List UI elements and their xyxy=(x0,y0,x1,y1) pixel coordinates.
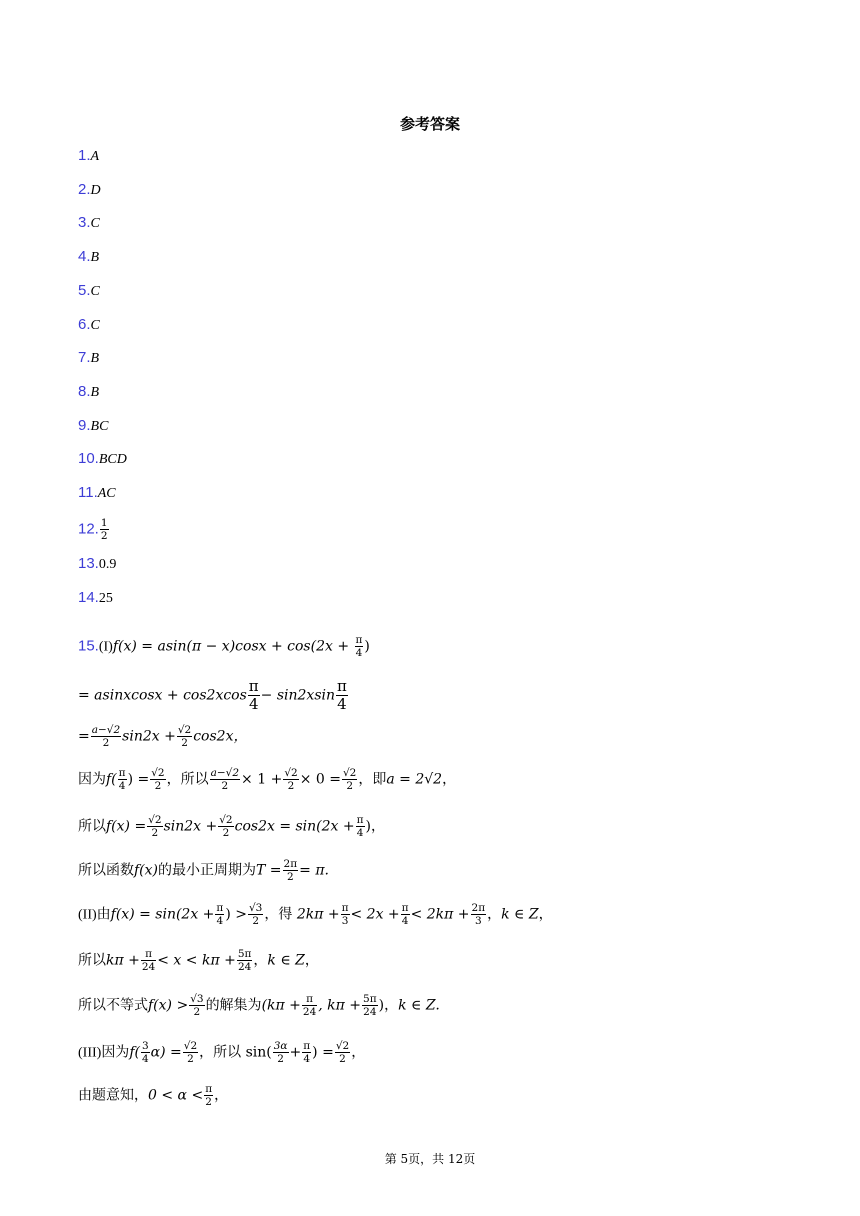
answer-value: C xyxy=(90,318,100,333)
answer-value: BC xyxy=(90,419,109,434)
answer-value: B xyxy=(90,385,100,400)
answer-line xyxy=(78,180,101,201)
answer-line xyxy=(78,315,100,336)
answer-line xyxy=(78,554,116,575)
fraction: $\frac{√3}{2}$ xyxy=(190,993,204,1018)
fraction: $\frac{√3}{2}$ xyxy=(248,902,263,927)
question-number: 12. xyxy=(78,520,99,538)
fraction: $\frac{\pi}{4}$ xyxy=(118,767,126,792)
math-expr: = asinxcosx + cos2xcos xyxy=(78,687,247,704)
answer-line xyxy=(78,146,99,167)
answer-value: C xyxy=(90,216,100,231)
answer-value: B xyxy=(90,351,100,366)
fraction: $\frac{\pi}{4}$ xyxy=(355,634,363,659)
q15-line-2 xyxy=(78,678,349,713)
fraction: $\frac{a-√2}{2}$ xyxy=(210,767,240,792)
fraction: $\frac{\pi}{4}$ xyxy=(337,677,347,713)
fraction: $\frac{√2}{2}$ xyxy=(151,767,165,792)
question-number: 11. xyxy=(78,484,98,501)
fraction: $\frac{\pi}{2}$ xyxy=(205,1083,213,1108)
answer-line xyxy=(78,382,99,403)
answer-line xyxy=(78,247,99,268)
fraction: $\frac{√2}{2}$ xyxy=(183,1040,198,1065)
q15-line-7: (II)由f(x) = sin(2x + $\frac{\pi}{4}$ ) > $\frac{√3}{2}$ ，得 2kπ + $\frac{\pi}{3}$ < 2x + $\frac{\pi}{4}$ < 2kπ + $\frac{2\pi}{3}$ ，k ∈ Z， xyxy=(78,902,553,927)
fraction: $\frac{5\pi}{24}$ xyxy=(237,948,252,973)
fraction: $\frac{√2}{2}$ xyxy=(284,767,298,792)
fraction: $\frac{√2}{2}$ xyxy=(342,767,357,792)
question-number: 10. xyxy=(78,450,99,467)
fraction: $\frac{\pi}{4}$ xyxy=(303,1040,311,1065)
question-number: 5. xyxy=(78,282,91,299)
part-label: (I) xyxy=(98,639,113,655)
fraction: $\frac{\pi}{4}$ xyxy=(401,902,409,927)
question-number: 2. xyxy=(78,181,91,198)
answer-fraction: $\frac{1}{2}$ xyxy=(100,517,108,542)
answer-value: C xyxy=(90,284,100,299)
fraction: $\frac{5\pi}{24}$ xyxy=(363,993,377,1018)
fraction: $\frac{√2}{2}$ xyxy=(177,724,192,749)
q15-line-4: 因为f( $\frac{\pi}{4}$ ) = $\frac{√2}{2}$ ，所以 $\frac{a-√2}{2}$ × 1 + $\frac{√2}{2}$ × 0 = $\frac{√2}{2}$ ，即a = 2√2， xyxy=(78,767,457,792)
answer-line xyxy=(78,416,108,437)
fraction: $\frac{\pi}{4}$ xyxy=(248,677,259,713)
q15-line-5: 所以f(x) = $\frac{√2}{2}$ sin2x + $\frac{√2}{2}$ cos2x = sin(2x + $\frac{\pi}{4}$ )， xyxy=(78,814,385,839)
question-number: 15. xyxy=(78,637,99,655)
question-number: 7. xyxy=(78,349,91,366)
answer-line xyxy=(78,281,100,302)
answer-line xyxy=(78,449,127,470)
fraction: $\frac{\pi}{3}$ xyxy=(341,902,349,927)
answer-value: A xyxy=(90,149,100,164)
answer-line xyxy=(78,213,100,234)
question-number: 1. xyxy=(78,147,91,164)
answer-value: B xyxy=(90,250,100,265)
answer-line xyxy=(78,517,110,542)
q15-line-6: 所以函数f(x)的最小正周期为T = $\frac{2\pi}{2}$ = π. xyxy=(78,858,329,883)
answer-value: BCD xyxy=(98,452,127,467)
answer-line xyxy=(78,348,99,369)
fraction: $\frac{3\alpha}{2}$ xyxy=(273,1040,288,1065)
q15-line-11: 由题意知，0 < α < $\frac{\pi}{2}$ ， xyxy=(78,1083,229,1108)
question-number: 9. xyxy=(78,417,91,434)
question-number: 4. xyxy=(78,248,91,265)
math-expr: ) xyxy=(364,638,370,655)
fraction: $\frac{\pi}{4}$ xyxy=(216,902,224,927)
math-expr: f(x) = asin(π − x)cosx + cos(2x + xyxy=(112,638,354,655)
question-number: 3. xyxy=(78,214,91,231)
q15-line-3: = $\frac{a-√2}{2}$ sin2x + $\frac{√2}{2}$ cos2x， xyxy=(78,724,248,749)
fraction: $\frac{\pi}{24}$ xyxy=(302,993,317,1018)
answer-value: D xyxy=(90,183,101,198)
answer-value: 0.9 xyxy=(98,557,117,572)
question-number: 8. xyxy=(78,383,91,400)
fraction: $\frac{2\pi}{3}$ xyxy=(471,902,486,927)
fraction: $\frac{√2}{2}$ xyxy=(148,814,162,839)
answer-value: 25 xyxy=(98,591,113,606)
page-title: 参考答案 xyxy=(399,115,460,133)
q15-line-8: 所以kπ + $\frac{\pi}{24}$ < x < kπ + $\frac{5\pi}{24}$ ，k ∈ Z， xyxy=(78,948,319,973)
answer-line xyxy=(78,588,113,609)
math-expr: − sin2xsin xyxy=(260,687,335,704)
question-number: 14. xyxy=(78,589,99,606)
q15-line-9: 所以不等式f(x) > $\frac{√3}{2}$ 的解集为(kπ + $\frac{\pi}{24}$ , kπ + $\frac{5\pi}{24}$ )，k ∈ Z. xyxy=(78,993,440,1018)
q15-line-1 xyxy=(78,634,370,659)
answer-line xyxy=(78,483,116,504)
answer-value: AC xyxy=(97,486,116,501)
question-number: 6. xyxy=(78,316,91,333)
fraction: $\frac{√2}{2}$ xyxy=(335,1040,350,1065)
fraction: $\frac{√2}{2}$ xyxy=(219,814,233,839)
fraction: $\frac{\pi}{4}$ xyxy=(356,814,364,839)
q15-line-10: (III)因为f( $\frac{3}{4}$ α) = $\frac{√2}{2}$ ，所以 sin( $\frac{3\alpha}{2}$ + $\frac{\pi}{4}$ ) = $\frac{√2}{2}$ ， xyxy=(78,1040,366,1065)
fraction: $\frac{2\pi}{2}$ xyxy=(283,858,298,883)
fraction: $\frac{a-√2}{2}$ xyxy=(91,724,121,749)
fraction: $\frac{3}{4}$ xyxy=(141,1040,149,1065)
fraction: $\frac{\pi}{24}$ xyxy=(141,948,156,973)
page-footer: 第 5页，共 12页 xyxy=(384,1152,476,1166)
question-number: 13. xyxy=(78,555,99,572)
